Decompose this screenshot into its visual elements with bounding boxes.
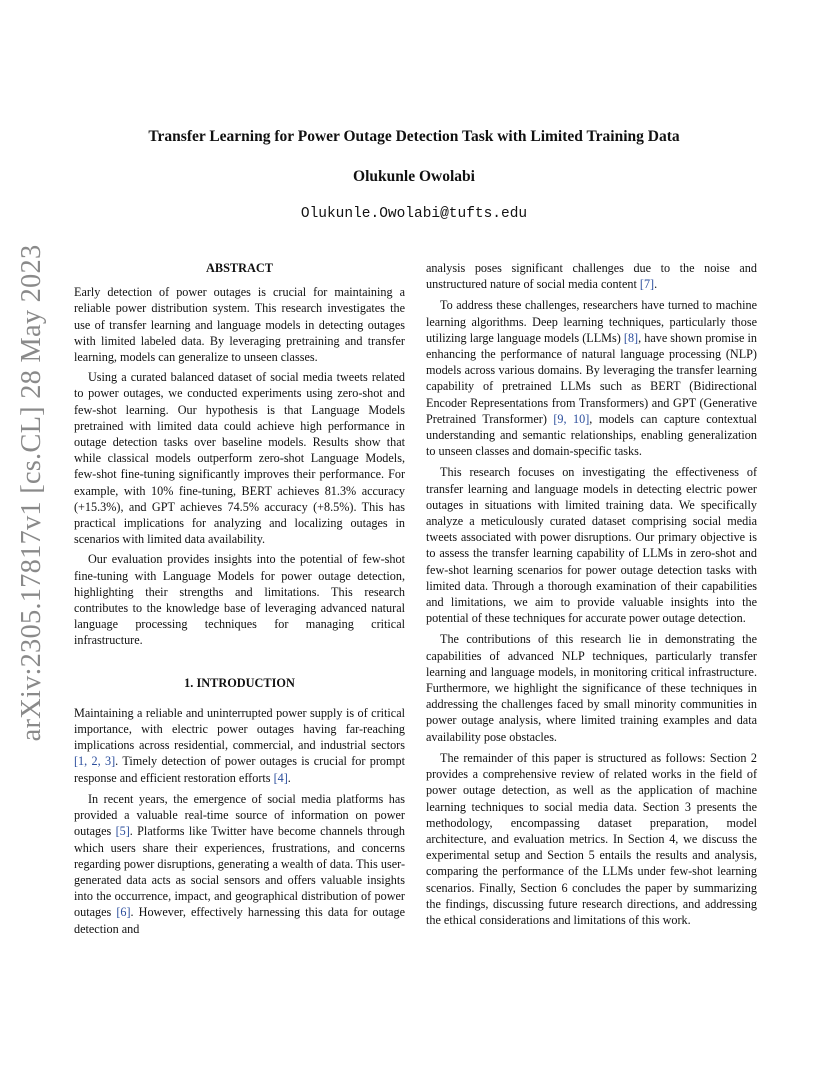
citation-link[interactable]: [1, 2, 3] [74,754,116,769]
intro-paragraph-1: Maintaining a reliable and uninterrupted power supply is of critical importance, with electric power outages having far-reaching implications across residential, commercial, and industrial sectors [1, 2, 3]. Timely detection of power outages is crucial for prompt response and efficient restoration efforts [4]. [74,705,405,785]
abstract-paragraph-3: Our evaluation provides insights into the potential of few-shot fine-tuning with Language Models for power outage detection, highlighting their strengths and limitations. This research contributes to the knowledge base of leveraging advanced natural language processing techniques for managing critical infrastructure. [74,552,405,648]
intro-paragraph-4: To address these challenges, researchers have turned to machine learning algorithms. Deep learning techniques, particularly those utilizing large language models (LLMs) [8], have shown promise in enhancing the performance of natural language processing (NLP) models across various domains. By leveraging the transfer learning capability of pretrained LLMs such as BERT (Bidirectional Encoder Representations from Transformers) and GPT (Generative Pretrained Transformer) [9, 10], models can capture contextual understanding and semantic relationships, enabling generalization to unseen classes and domain-specific tasks. [426,298,758,459]
citation-link[interactable]: [5] [115,824,130,839]
right-column [426,260,757,928]
citation-link[interactable]: [4] [273,770,288,785]
arxiv-sidebar [12,244,52,742]
intro-paragraph-2: In recent years, the emergence of social media platforms has provided a valuable real-time source of information on power outages [5]. Platforms like Twitter have become channels through which users share their experiences, frustrations, and concerns regarding power disruptions, generating a wealth of data. This user-generated data acts as social sensors and offers valuable insights into the occurrence, impact, and geographical distribution of power outages [6]. However, effectively harnessing this data for outage detection and [74,791,405,936]
intro-paragraph-3: analysis poses significant challenges due to the noise and unstructured nature of social media content [7]. [426,261,757,292]
citation-link[interactable]: [9, 10] [553,411,590,426]
abstract-paragraph-1: Early detection of power outages is crucial for maintaining a reliable power distribution system. This research investigates the use of transfer learning and language models in detecting outages with limited labeled data. By leveraging pretraining and transfer learning, models can generalize to unseen classes. [74,285,405,365]
author-name: Olukunle Owolabi [353,168,475,185]
intro-paragraph-6: The contributions of this research lie in demonstrating the capabilities of advanced NLP techniques, particularly transfer learning and language models, in monitoring critical infrastructure. Furthermore, we highlight the significance of these techniques in addressing the challenges faced by small minority communities in power outage analysis, where limited training examples and data availability pose obstacles. [426,632,757,744]
author-email: Olukunle.Owolabi@tufts.edu [300,206,528,222]
left-column [74,260,405,937]
abstract-heading: ABSTRACT [206,261,273,275]
citation-link[interactable]: [7] [639,277,655,292]
citation-link[interactable]: [6] [116,905,131,920]
arxiv-identifier: arXiv:2305.17817v1 [cs.CL] 28 May 2023 [16,244,47,742]
paper-title: Transfer Learning for Power Outage Detection Task with Limited Training Data [148,128,680,145]
abstract-paragraph-2: Using a curated balanced dataset of social media tweets related to power outages, we conducted experiments using zero-shot and few-shot learning. Our hypothesis is that Language Models pretrained with limited data could achieve high performance in outage detection tasks over baseline models. Results show that while classical models outperform zero-shot Language Models, few-shot fine-tuning significantly improves their performance. For example, with 10% fine-tuning, BERT achieves 81.3% accuracy (+15.3%), and GPT achieves 74.5% accuracy (+8.5%). This has practical implications for analyzing and localizing outages in scenarios with limited data availability. [74,370,405,547]
intro-paragraph-7: The remainder of this paper is structured as follows: Section 2 provides a comprehensive review of related works in the field of power outage detection, as well as the application of machine learning techniques to social media data. Section 3 presents the methodology, encompassing dataset preparation, model architecture, and evaluation metrics. In Section 4, we discuss the experimental setup and Section 5 entails the results and analysis, comparing the performance of the LLMs under few-shot learning scenarios. Finally, Section 6 concludes the paper by summarizing the findings, discussing future research directions, and addressing the ethical considerations and limitations of this work. [426,750,757,927]
citation-link[interactable]: [8] [623,330,639,345]
introduction-heading: 1. INTRODUCTION [184,675,295,690]
intro-paragraph-5: This research focuses on investigating the effectiveness of transfer learning and language models in detecting electric power outages in situations with limited training data. We specifically analyze a meticulously curated dataset comprising social media tweets associated with power disruptions. Our primary objective is to assess the transfer learning capability of LLMs in zero-shot and few-shot learning scenarios for power outage detection tasks with limited data. Through a thorough examination of their capabilities and limitations, we aim to provide valuable insights into the potential of these techniques for accurate power outage detection. [426,465,757,626]
